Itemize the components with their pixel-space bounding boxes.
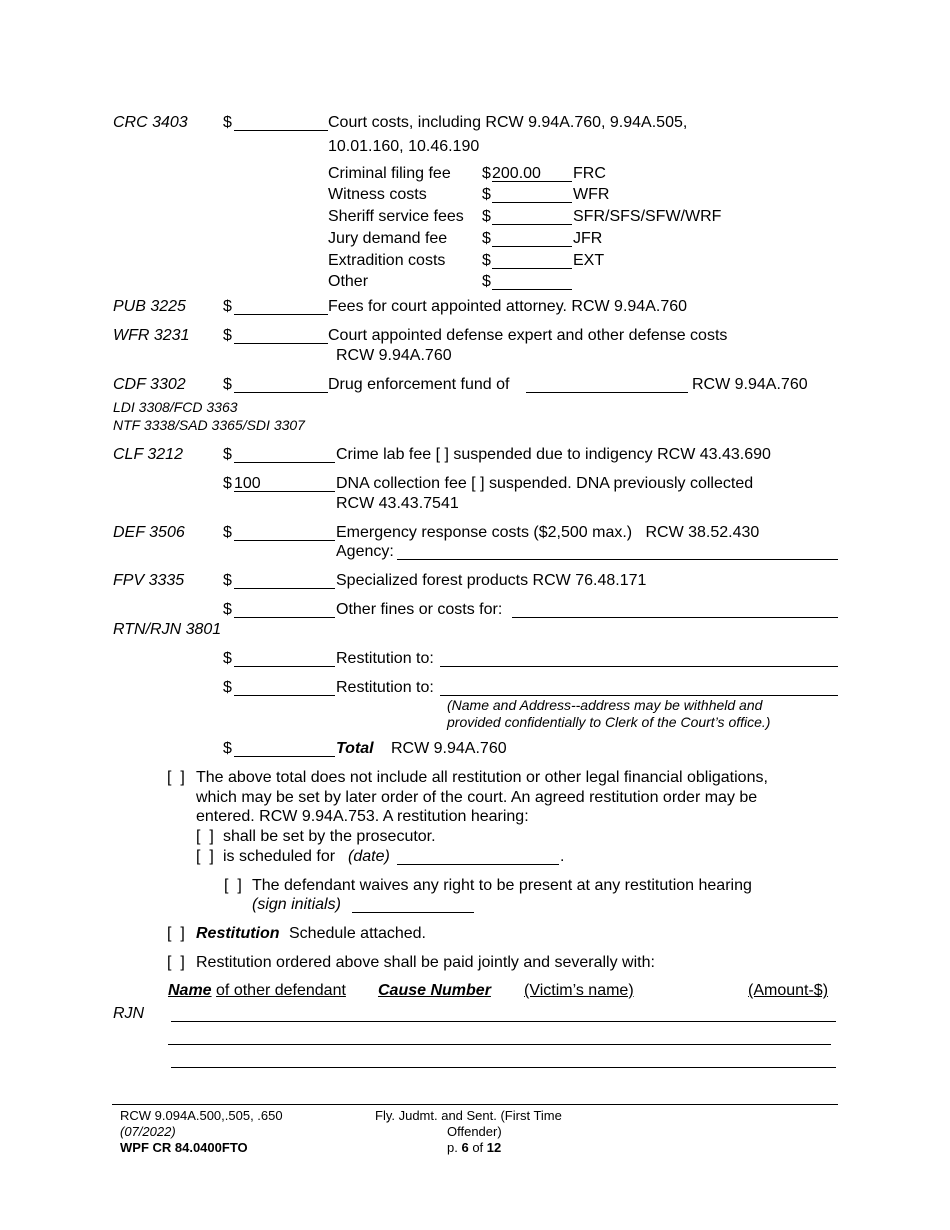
total-label: Total: [336, 740, 374, 757]
name-rest: of other defendant: [216, 982, 346, 999]
dollar-sign: $: [223, 475, 232, 492]
schedule-bold: Restitution: [196, 925, 280, 942]
col-header-cause: Cause Number: [378, 982, 491, 999]
amount-blank-court-costs[interactable]: [234, 130, 328, 131]
dollar-sign: $: [223, 298, 232, 315]
restitution-note-line1: (Name and Address--address may be withheld and: [447, 697, 763, 713]
page-num: 6: [461, 1140, 469, 1155]
court-costs-desc-line1: Court costs, including RCW 9.94A.760, 9.94A.505,: [328, 114, 688, 131]
dollar-sign: $: [223, 679, 232, 696]
footer-rule: [112, 1104, 838, 1105]
item-label: Criminal filing fee: [328, 165, 451, 182]
pub-desc: Fees for court appointed attorney. RCW 9.94A.760: [328, 298, 688, 315]
code-crc-3403: CRC 3403: [113, 114, 188, 131]
checkbox-jointly[interactable]: [ ]: [167, 954, 185, 971]
checkbox-set-by-prosecutor[interactable]: [ ]: [196, 828, 214, 845]
code-wfr-3231: WFR 3231: [113, 327, 190, 344]
amount-blank-wfr[interactable]: [234, 343, 328, 344]
item-dollar: $: [482, 230, 491, 247]
restitution-text-line1: The above total does not include all restitution or other legal financial obligations,: [196, 769, 768, 786]
code-cdf-3302: CDF 3302: [113, 376, 186, 393]
wfr-desc-line1: Court appointed defense expert and other defense costs: [328, 327, 728, 344]
other-desc: Other fines or costs for:: [336, 601, 503, 618]
option-scheduled-period: .: [560, 848, 565, 865]
amount-blank-clf[interactable]: [234, 462, 335, 463]
item-amount-line[interactable]: [492, 246, 572, 247]
amount-line-dna: [234, 491, 335, 492]
col-header-amount: (Amount-$): [748, 982, 829, 999]
dollar-sign: $: [223, 650, 232, 667]
page-of: of: [472, 1140, 484, 1155]
item-amount-line[interactable]: [492, 224, 572, 225]
item-amount[interactable]: 200.00: [492, 165, 541, 182]
restitution-text-line2: which may be set by later order of the court. An agreed restitution order may be: [196, 789, 758, 806]
code-rjn: RJN: [113, 1005, 145, 1022]
amount-blank-restitution-1[interactable]: [234, 666, 335, 667]
amount-blank-cdf[interactable]: [234, 392, 328, 393]
item-code: JFR: [573, 230, 603, 247]
item-dollar: $: [482, 186, 491, 203]
amount-blank-total[interactable]: [234, 756, 335, 757]
cdf-rcw: RCW 9.94A.760: [692, 376, 808, 393]
checkbox-total-excludes[interactable]: [ ]: [167, 769, 185, 786]
item-amount-line[interactable]: [492, 268, 572, 269]
item-label: Sheriff service fees: [328, 208, 464, 225]
item-label: Witness costs: [328, 186, 427, 203]
sign-initials-label: (sign initials): [252, 896, 341, 913]
item-label: Jury demand fee: [328, 230, 448, 247]
initials-blank[interactable]: [352, 912, 474, 913]
amount-blank-def[interactable]: [234, 540, 335, 541]
restitution-1-blank[interactable]: [440, 666, 838, 667]
item-dollar: $: [482, 208, 491, 225]
amount-blank-other[interactable]: [234, 617, 335, 618]
amount-blank-pub[interactable]: [234, 314, 328, 315]
defendant-line-1[interactable]: [171, 1021, 836, 1022]
checkbox-schedule-attached[interactable]: [ ]: [167, 925, 185, 942]
cdf-desc: Drug enforcement fund of: [328, 376, 510, 393]
agency-label: Agency:: [336, 543, 394, 560]
code-ntf-sad-sdi: NTF 3338/SAD 3365/SDI 3307: [113, 417, 305, 433]
defendant-line-3[interactable]: [171, 1067, 836, 1068]
footer-title-line1: Fly. Judmt. and Sent. (First Time: [375, 1108, 562, 1123]
dollar-sign: $: [223, 376, 232, 393]
page-pre: p.: [447, 1140, 458, 1155]
item-label: Other: [328, 273, 369, 290]
checkbox-scheduled[interactable]: [ ]: [196, 848, 214, 865]
name-bold: Name: [168, 982, 212, 999]
col-header-victim: (Victim’s name): [524, 982, 634, 999]
item-amount-line[interactable]: [492, 202, 572, 203]
col-header-name: [168, 981, 346, 1001]
footer-rcw: RCW 9.094A.500,.505, .650: [120, 1108, 283, 1123]
dollar-sign: $: [223, 327, 232, 344]
clf-desc: Crime lab fee [ ] suspended due to indigency RCW 43.43.690: [336, 446, 771, 463]
agency-blank[interactable]: [397, 559, 838, 560]
dollar-sign: $: [223, 601, 232, 618]
footer-form-number: WPF CR 84.0400FTO: [120, 1140, 248, 1155]
code-ldi-fcd: LDI 3308/FCD 3363: [113, 399, 238, 415]
checkbox-waive[interactable]: [ ]: [224, 877, 242, 894]
item-code: SFR/SFS/SFW/WRF: [573, 208, 722, 225]
restitution-note-line2: provided confidentially to Clerk of the Court’s office.): [447, 714, 771, 730]
jointly-text: Restitution ordered above shall be paid jointly and severally with:: [196, 954, 655, 971]
footer-page-number: [447, 1140, 501, 1156]
dollar-sign: $: [223, 572, 232, 589]
option-date-label: (date): [348, 848, 390, 865]
item-dollar: $: [482, 165, 491, 182]
dna-desc-line1: DNA collection fee [ ] suspended. DNA previously collected: [336, 475, 754, 492]
footer-title-line2: Offender): [447, 1124, 502, 1139]
amount-blank-restitution-2[interactable]: [234, 695, 335, 696]
restitution-1-label: Restitution to:: [336, 650, 434, 667]
dollar-sign: $: [223, 740, 232, 757]
page-total: 12: [486, 1140, 502, 1155]
item-code: EXT: [573, 252, 605, 269]
restitution-2-blank[interactable]: [440, 695, 838, 696]
code-def-3506: DEF 3506: [113, 524, 185, 541]
amount-blank-fpv[interactable]: [234, 588, 335, 589]
code-fpv-3335: FPV 3335: [113, 572, 185, 589]
other-blank[interactable]: [512, 617, 838, 618]
code-rtn-rjn-3801: RTN/RJN 3801: [113, 621, 222, 638]
defendant-line-2[interactable]: [168, 1044, 831, 1045]
item-code: WFR: [573, 186, 610, 203]
option-scheduled: is scheduled for: [223, 848, 336, 865]
restitution-text-line3: entered. RCW 9.94A.753. A restitution hearing:: [196, 808, 529, 825]
footer-date: (07/2022): [120, 1124, 176, 1139]
schedule-rest: Schedule attached.: [289, 925, 426, 942]
dna-amount[interactable]: 100: [234, 475, 261, 492]
restitution-2-label: Restitution to:: [336, 679, 434, 696]
item-dollar: $: [482, 252, 491, 269]
dollar-sign: $: [223, 446, 232, 463]
dna-desc-line2: RCW 43.43.7541: [336, 495, 459, 512]
option-set-by-prosecutor: shall be set by the prosecutor.: [223, 828, 436, 845]
item-amount-line[interactable]: [492, 289, 572, 290]
total-rcw: RCW 9.94A.760: [391, 740, 507, 757]
code-pub-3225: PUB 3225: [113, 298, 186, 315]
fpv-desc: Specialized forest products RCW 76.48.171: [336, 572, 647, 589]
item-code: FRC: [573, 165, 606, 182]
drug-fund-blank[interactable]: [526, 392, 688, 393]
item-amount-line: [492, 181, 572, 182]
dollar-sign: $: [223, 524, 232, 541]
court-costs-desc-line2: 10.01.160, 10.46.190: [328, 138, 480, 155]
hearing-date-blank[interactable]: [397, 864, 559, 865]
item-label: Extradition costs: [328, 252, 446, 269]
item-dollar: $: [482, 273, 491, 290]
dollar-sign: $: [223, 114, 232, 131]
wfr-desc-line2: RCW 9.94A.760: [336, 347, 452, 364]
waive-text-line1: The defendant waives any right to be present at any restitution hearing: [252, 877, 752, 894]
code-clf-3212: CLF 3212: [113, 446, 183, 463]
def-desc: Emergency response costs ($2,500 max.) RCW 38.52.430: [336, 524, 760, 541]
